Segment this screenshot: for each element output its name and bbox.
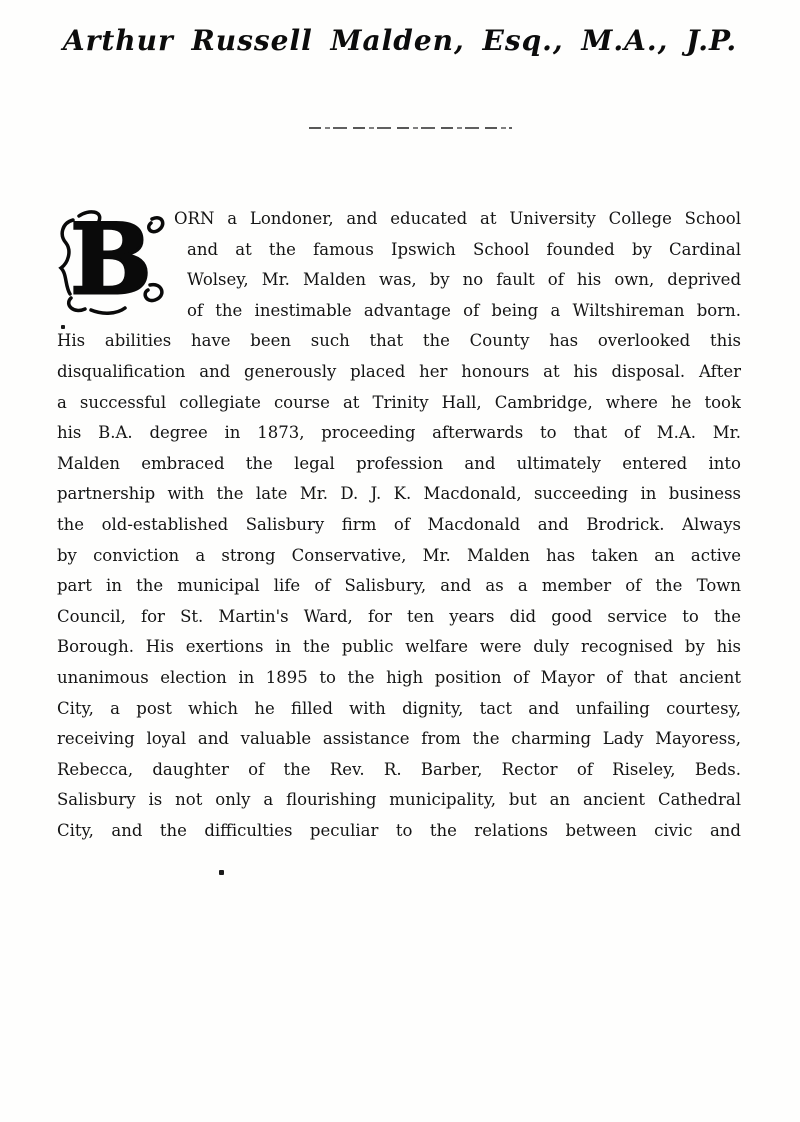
body-line: Council, for St. Martin's Ward, for ten years did good service to the [57,606,741,626]
page-title: Arthur Russell Malden, Esq., M.A., J.P. [62,24,738,57]
body-line: receiving loyal and valuable assistance from the charming Lady Mayoress, [57,729,741,749]
body-line: ORN a Londoner, and educated at University College School [174,209,741,228]
body-line: Malden embraced the legal profession and ultimately entered into [57,453,741,473]
body-line: disqualification and generously placed her honours at his disposal. After [57,361,741,381]
body-line: Salisbury is not only a flourishing municipality, but an ancient Cathedral [57,790,741,810]
body-line: Borough. His exertions in the public welfare were duly recognised by his [57,637,741,657]
body-line: and at the famous Ipswich School founded by Cardinal [187,239,741,259]
body-line: unanimous election in 1895 to the high position of Mayor of that ancient [57,667,741,687]
ornate-drop-cap-initial [57,208,169,316]
body-line: his B.A. degree in 1873, proceeding afterwards to that of M.A. Mr. [57,423,741,443]
body-line: a successful collegiate course at Trinity Hall, Cambridge, where he took [57,392,741,412]
body-line: by conviction a strong Conservative, Mr. Malden has taken an active [57,545,741,565]
decorative-divider-rule [309,127,512,130]
body-line: His abilities have been such that the County has overlooked this [57,331,741,351]
biography-paragraph [57,204,741,846]
body-line: the old-established Salisbury firm of Macdonald and Brodrick. Always [57,514,741,534]
body-line: City, a post which he filled with dignity, tact and unfailing courtesy, [57,698,741,718]
ink-speck [61,325,65,329]
body-line: Wolsey, Mr. Malden was, by no fault of his own, deprived [187,270,741,290]
ink-speck [219,870,224,875]
body-line: partnership with the late Mr. D. J. K. Macdonald, succeeding in business [57,484,741,504]
body-line: City, and the difficulties peculiar to the relations between civic and [57,820,741,840]
drop-cap-letter: B [70,208,152,316]
body-line: of the inestimable advantage of being a Wiltshireman born. [187,300,741,320]
body-line: Rebecca, daughter of the Rev. R. Barber, Rector of Riseley, Beds. [57,759,741,779]
body-line: part in the municipal life of Salisbury, and as a member of the Town [57,576,741,596]
